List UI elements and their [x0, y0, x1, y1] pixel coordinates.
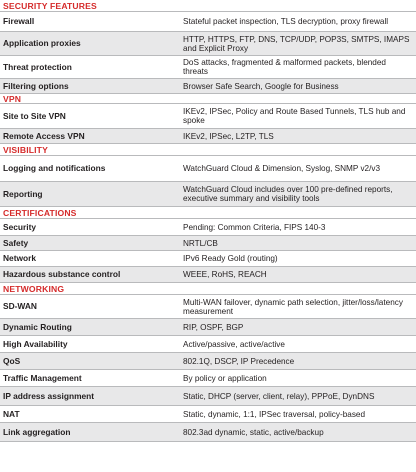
- spec-row: [0, 12, 416, 32]
- spec-row: [0, 267, 416, 283]
- spec-row: [0, 156, 416, 182]
- spec-label: Hazardous substance control: [3, 269, 121, 279]
- spec-row: [0, 236, 416, 251]
- spec-value: Static, DHCP (server, client, relay), PPPoE, DynDNS: [183, 391, 375, 401]
- spec-value: Browser Safe Search, Google for Business: [183, 81, 339, 91]
- spec-row: [0, 387, 416, 406]
- spec-row: [0, 423, 416, 442]
- spec-label: Dynamic Routing: [3, 321, 72, 332]
- spec-value: Pending: Common Criteria, FIPS 140-3: [183, 222, 326, 232]
- spec-row: [0, 251, 416, 267]
- spec-row: [0, 56, 416, 79]
- spec-value: 802.1Q, DSCP, IP Precedence: [183, 356, 295, 366]
- spec-value: Stateful packet inspection, TLS decryption, proxy firewall: [183, 17, 389, 26]
- spec-value: Static, dynamic, 1:1, IPSec traversal, policy-based: [183, 409, 366, 419]
- spec-label: IP address assignment: [3, 390, 95, 401]
- section-header-visibility: VISIBILITY: [0, 144, 416, 156]
- spec-value: NRTL/CB: [183, 238, 218, 248]
- spec-label: Firewall: [3, 16, 35, 26]
- spec-row: [0, 129, 416, 144]
- spec-label: Network: [3, 253, 37, 263]
- spec-row: [0, 182, 416, 207]
- spec-label: High Availability: [3, 338, 68, 349]
- spec-value: IKEv2, IPSec, L2TP, TLS: [183, 131, 274, 141]
- spec-value: WatchGuard Cloud includes over 100 pre-defined reports, executive summary and visibility tools: [183, 185, 393, 203]
- spec-row: [0, 32, 416, 56]
- spec-value: WEEE, RoHS, REACH: [183, 270, 267, 279]
- spec-value: IKEv2, IPSec, Policy and Route Based Tunnels, TLS hub and spoke: [183, 107, 406, 125]
- spec-value: Active/passive, active/active: [183, 339, 285, 349]
- spec-value: DoS attacks, fragmented & malformed packets, blended threats: [183, 58, 386, 76]
- spec-row: [0, 79, 416, 94]
- spec-label: Link aggregation: [3, 426, 71, 437]
- spec-value: IPv6 Ready Gold (routing): [183, 254, 278, 263]
- spec-value: 802.3ad dynamic, static, active/backup: [183, 427, 324, 437]
- spec-row: [0, 104, 416, 129]
- spec-value: RIP, OSPF, BGP: [183, 322, 244, 332]
- spec-value: By policy or application: [183, 373, 267, 383]
- spec-row: [0, 406, 416, 423]
- spec-row: [0, 295, 416, 319]
- spec-value: WatchGuard Cloud & Dimension, Syslog, SNMP v2/v3: [183, 164, 381, 173]
- section-header-certifications: CERTIFICATIONS: [0, 207, 416, 219]
- spec-label: Traffic Management: [3, 372, 82, 383]
- spec-label: SD-WAN: [3, 301, 37, 311]
- spec-row: [0, 353, 416, 370]
- spec-label: Site to Site VPN: [3, 110, 66, 121]
- spec-row: [0, 370, 416, 387]
- section-header-security-features: SECURITY FEATURES: [0, 0, 416, 12]
- spec-label: Reporting: [3, 188, 43, 199]
- spec-label: Filtering options: [3, 80, 69, 91]
- spec-label: Application proxies: [3, 38, 81, 48]
- spec-label: QoS: [3, 355, 21, 366]
- spec-value: Multi-WAN failover, dynamic path selection, jitter/loss/latency measurement: [183, 297, 403, 316]
- spec-row: [0, 336, 416, 353]
- spec-row: [0, 219, 416, 236]
- section-header-vpn: VPN: [0, 94, 416, 104]
- section-header-networking: NETWORKING: [0, 283, 416, 295]
- spec-row: [0, 319, 416, 336]
- spec-label: NAT: [3, 408, 20, 419]
- spec-label: Remote Access VPN: [3, 130, 85, 141]
- spec-label: Logging and notifications: [3, 163, 106, 173]
- spec-value: HTTP, HTTPS, FTP, DNS, TCP/UDP, POP3S, SMTPS, IMAPS and Explicit Proxy: [183, 34, 410, 53]
- spec-label: Security: [3, 221, 37, 232]
- spec-label: Safety: [3, 237, 29, 248]
- spec-label: Threat protection: [3, 61, 72, 72]
